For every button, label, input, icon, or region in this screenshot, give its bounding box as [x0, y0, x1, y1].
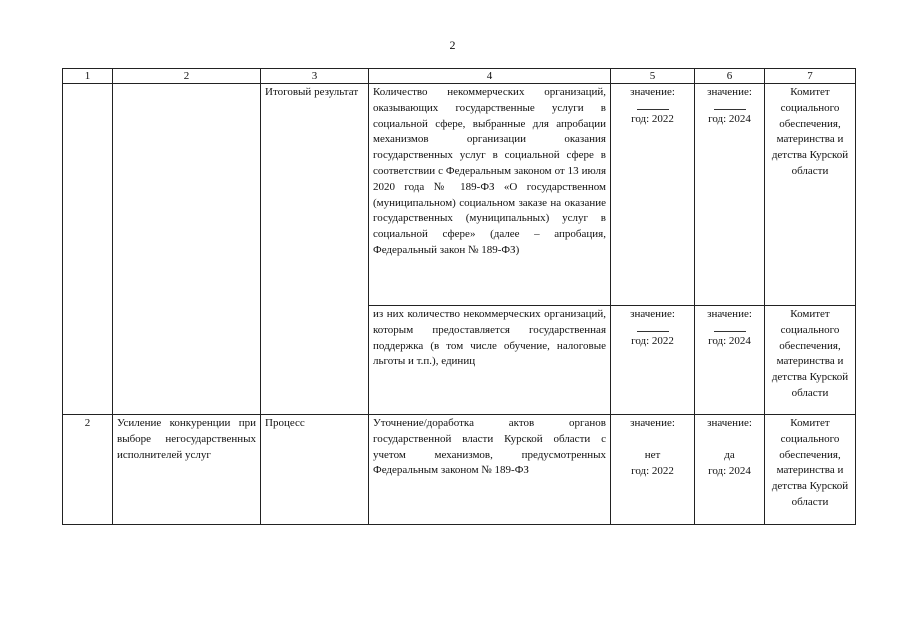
- base-value-cell: [611, 306, 695, 415]
- table-header-row: [63, 69, 856, 84]
- target-year: год: 2024: [708, 464, 751, 477]
- responsible-cell: Комитет социального обеспечения, материнства и детства Курской области: [765, 306, 856, 415]
- base-value-label: значение:: [630, 308, 675, 320]
- indicator-cell: из них количество некоммерческих организаций, которым предоставляется государственная поддержка (в том числе обучение, налоговые льготы и т.п.), единиц: [369, 306, 611, 415]
- table-row: [63, 84, 856, 306]
- indicator-cell: Уточнение/доработка актов органов государственной власти Курской области с учетом механизмов, предусмотренных Федеральным законом № 189-ФЗ: [369, 415, 611, 525]
- task-cell: Усиление конкуренции при выборе негосударственных исполнителей услуг: [113, 415, 261, 525]
- target-value-label: значение:: [707, 417, 752, 429]
- table-row: [63, 415, 856, 525]
- column-header: 5: [611, 69, 695, 84]
- column-header: 4: [369, 69, 611, 84]
- task-cell: [113, 84, 261, 415]
- value-blank-line: [637, 323, 669, 332]
- target-year: год: 2024: [708, 334, 751, 347]
- column-header: 3: [261, 69, 369, 84]
- base-value-cell: [611, 84, 695, 306]
- indicator-type-cell: Процесс: [261, 415, 369, 525]
- column-header: 7: [765, 69, 856, 84]
- row-number-cell: [63, 84, 113, 415]
- base-value-label: значение:: [630, 86, 675, 98]
- base-value: нет: [644, 448, 661, 461]
- base-year: год: 2022: [631, 334, 674, 347]
- target-value-cell: [695, 415, 765, 525]
- target-value-cell: [695, 84, 765, 306]
- column-header: 2: [113, 69, 261, 84]
- value-blank-line: [714, 101, 746, 110]
- page-number: 2: [449, 38, 456, 52]
- base-year: год: 2022: [631, 112, 674, 125]
- row-number-cell: 2: [63, 415, 113, 525]
- target-value-label: значение:: [707, 308, 752, 320]
- target-value-label: значение:: [707, 86, 752, 98]
- measures-table: [62, 68, 856, 525]
- target-value: да: [724, 448, 735, 461]
- base-value-cell: [611, 415, 695, 525]
- base-value-label: значение:: [630, 417, 675, 429]
- target-year: год: 2024: [708, 112, 751, 125]
- responsible-cell: Комитет социального обеспечения, материнства и детства Курской области: [765, 84, 856, 306]
- base-year: год: 2022: [631, 464, 674, 477]
- value-blank-line: [714, 323, 746, 332]
- indicator-cell: Количество некоммерческих организаций, оказывающих государственные услуги в социальной сфере, выбранные для апробации механизмов организации оказания государственных услуг в социальной сфере в соответствии с Федеральным законом от 13 июля 2020 года № 189-ФЗ «О государственном (муниципальном) социальном заказе на оказание государственных (муниципальных) услуг в социальной сфере» (далее – апробация, Федеральный закон № 189-ФЗ): [369, 84, 611, 306]
- indicator-type-cell: Итоговый результат: [261, 84, 369, 415]
- column-header: 6: [695, 69, 765, 84]
- value-blank-line: [637, 101, 669, 110]
- target-value-cell: [695, 306, 765, 415]
- responsible-cell: Комитет социального обеспечения, материнства и детства Курской области: [765, 415, 856, 525]
- column-header: 1: [63, 69, 113, 84]
